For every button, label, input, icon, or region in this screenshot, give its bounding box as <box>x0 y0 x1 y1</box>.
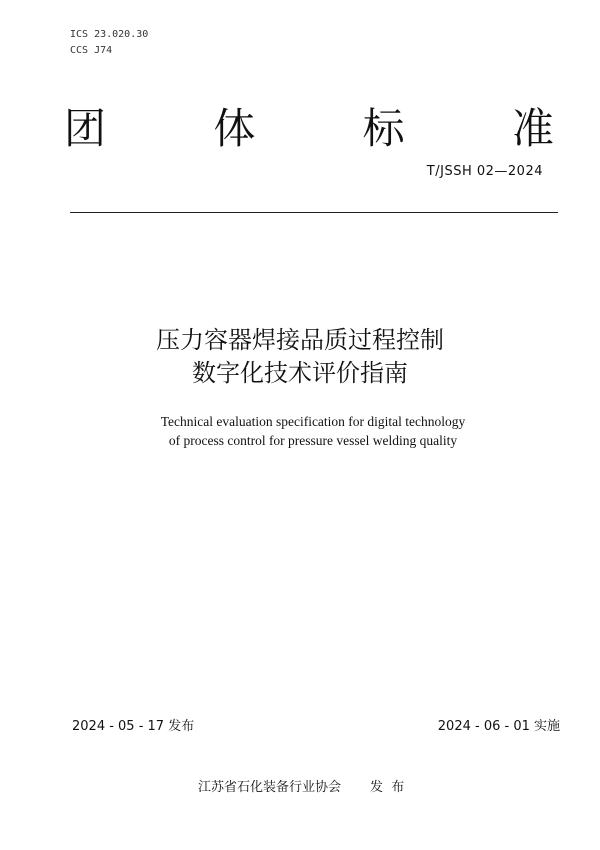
publisher-org: 江苏省石化装备行业协会 <box>198 780 342 795</box>
title-chinese-line: 数字化技术评价指南 <box>192 359 408 387</box>
publisher-action: 发 布 <box>369 780 405 795</box>
issue-date: 2024 - 05 - 17 发布 <box>72 719 195 734</box>
title-chinese-line: 压力容器焊接品质过程控制 <box>156 326 444 354</box>
title-chinese <box>0 324 600 390</box>
title-english-line: of process control for pressure vessel welding quality <box>168 433 458 448</box>
ics-code: ICS 23.020.30 <box>70 29 149 40</box>
header-divider <box>70 212 558 213</box>
title-english <box>0 412 600 450</box>
standard-type-char: 标 <box>362 104 405 153</box>
publisher <box>198 776 404 795</box>
standard-number: T/JSSH 02—2024 <box>426 164 543 179</box>
standard-type-heading <box>64 104 554 154</box>
ccs-code: CCS J74 <box>70 45 113 56</box>
title-english-line: Technical evaluation specification for digital technology <box>160 414 466 429</box>
standard-type-char: 准 <box>511 104 554 153</box>
standard-type-char: 团 <box>64 104 107 153</box>
standard-type-char: 体 <box>213 104 256 153</box>
implementation-date: 2024 - 06 - 01 实施 <box>437 719 560 734</box>
